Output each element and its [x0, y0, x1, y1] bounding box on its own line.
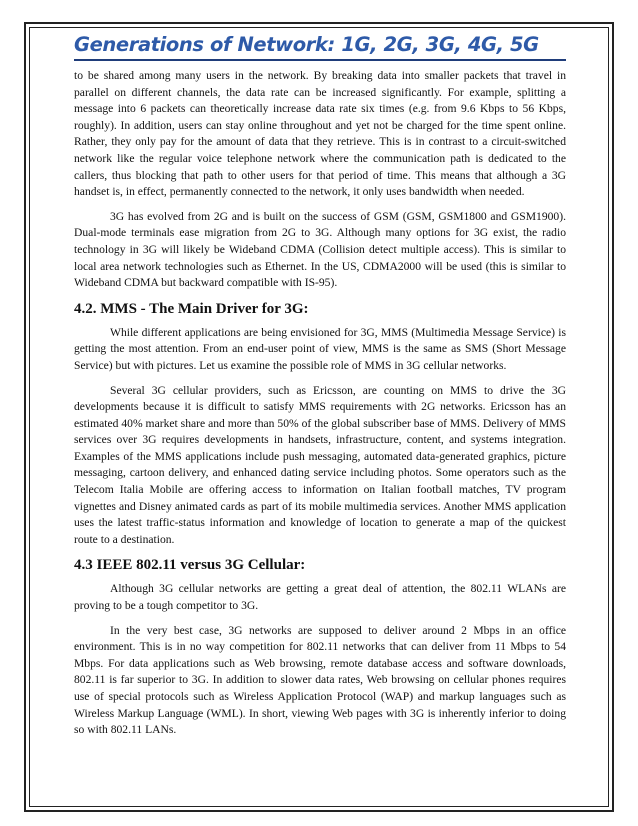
page-header-title: Generations of Network: 1G, 2G, 3G, 4G, 5G	[74, 33, 539, 56]
section-heading-ieee: 4.3 IEEE 802.11 versus 3G Cellular:	[74, 557, 306, 574]
body-paragraph: Several 3G cellular providers, such as Ericsson, are counting on MMS to drive the 3G developments because it is difficult to satisfy MMS requirements with 2G networks. Ericsson has an estimated 40% market share and more than 50% of the global subscriber base of MMS. Delivery of MMS services over 3G requires developments in handsets, infrastructure, content, and systems integration. Examples of the MMS applications include push messaging, automated data-generated graphics, picture messaging, cartoon delivery, and enhanced dating service including photos. Some operators such as the Telecom Italia Mobile are offering access to information on Italian football matches, TV program vignettes and Disney animated cards as part of its mobile multimedia services. Another MMS application uses the latest traffic-status information and knowledge of location to generate a map of the quickest route to a destination.	[74, 383, 566, 546]
body-paragraph: to be shared among many users in the network. By breaking data into smaller packets that travel in parallel on different channels, the data rate can be increased significantly. For example, splitting a message into 6 packets can theoretically increase data rate six times (e.g. from 9.6 Kbps to 56 Kbps, roughly). In addition, users can stay online throughout and yet not be charged for the time spent online. Rather, they only pay for the amount of data that they retrieve. This is in contrast to a circuit-switched network like the regular voice telephone network where the communication path is dedicated to the callers, thus blocking that path to other users for that period of time. This means that although a 3G handset is, in effect, permanently connected to the network, it only uses bandwidth when needed.	[74, 69, 566, 199]
header-divider	[74, 59, 566, 61]
body-paragraph: 3G has evolved from 2G and is built on the success of GSM (GSM, GSM1800 and GSM1900). Dual-mode terminals ease migration from 2G to 3G. Although many options for 3G exist, the radio technology in 3G will likely be Wideband CDMA (Collision detect multiple access). This is similar to local area network technologies such as Ethernet. In the US, CDMA2000 will be used (this is similar to Wideband CDMA but backward compatible with IS-95).	[74, 209, 566, 290]
page-content	[74, 32, 566, 747]
body-paragraph: While different applications are being envisioned for 3G, MMS (Multimedia Message Service) is getting the most attention. From an end-user point of view, MMS is the same as SMS (Short Message Service) but with pictures. Let us examine the possible role of MMS in 3G cellular networks.	[74, 325, 566, 372]
body-paragraph: In the very best case, 3G networks are supposed to deliver around 2 Mbps in an office environment. This is in no way competition for 802.11 networks that can deliver from 11 Mbps to 54 Mbps. For data applications such as Web browsing, remote database access and software downloads, 802.11 is far superior to 3G. In addition to slower data rates, Web browsing on cellular phones requires use of special protocols such as Wireless Application Protocol (WAP) and markup languages such as Wireless Markup Language (WML). In short, viewing Web pages with 3G is inherently inferior to doing so with 802.11 LANs.	[74, 623, 566, 737]
body-paragraph: Although 3G cellular networks are getting a great deal of attention, the 802.11 WLANs are proving to be a tough competitor to 3G.	[74, 582, 566, 613]
section-heading-mms: 4.2. MMS - The Main Driver for 3G:	[74, 300, 309, 317]
